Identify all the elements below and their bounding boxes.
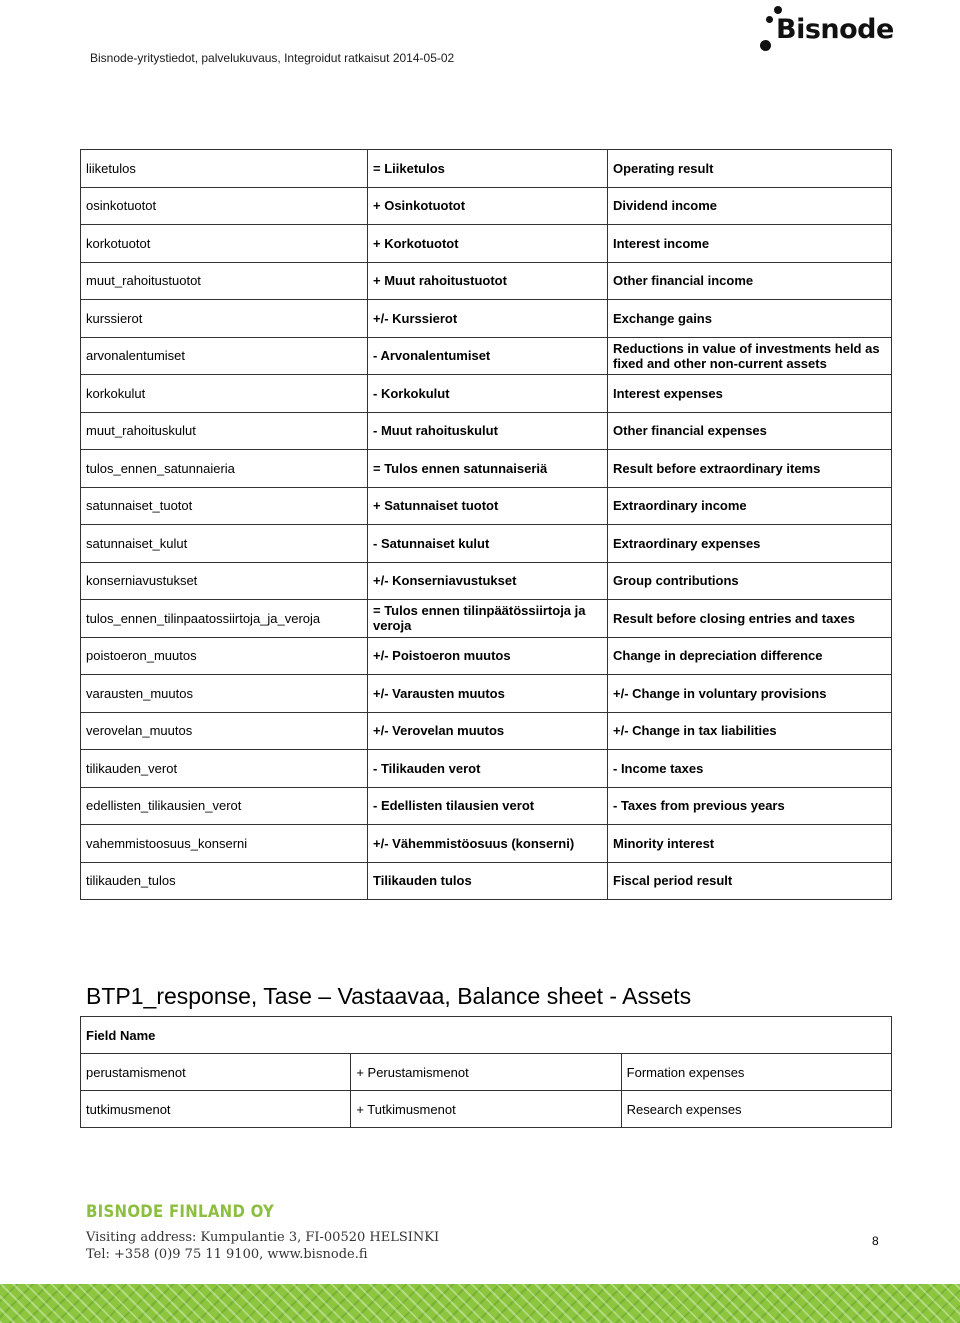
english-label-cell: Other financial income	[608, 262, 892, 300]
document-header-line: Bisnode-yritystiedot, palvelukuvaus, Integroidut ratkaisut 2014-05-02	[90, 51, 455, 65]
table-row	[81, 600, 892, 638]
income-statement-table	[80, 149, 892, 900]
table-row	[81, 750, 892, 788]
english-label-cell: +/- Change in tax liabilities	[608, 712, 892, 750]
english-label-cell: Change in depreciation difference	[608, 637, 892, 675]
finnish-label-cell: + Tutkimusmenot	[351, 1091, 621, 1128]
english-label-cell: Other financial expenses	[608, 412, 892, 450]
field-name-cell: korkotuotot	[81, 225, 368, 263]
field-name-cell: arvonalentumiset	[81, 337, 368, 375]
field-name-cell: tulos_ennen_satunnaieria	[81, 450, 368, 488]
finnish-label-cell: + Muut rahoitustuotot	[368, 262, 608, 300]
field-name-cell: poistoeron_muutos	[81, 637, 368, 675]
table-row	[81, 1091, 892, 1128]
table-row	[81, 225, 892, 263]
table-row	[81, 825, 892, 863]
field-name-cell: satunnaiset_tuotot	[81, 487, 368, 525]
table-row	[81, 262, 892, 300]
english-label-cell: +/- Change in voluntary provisions	[608, 675, 892, 713]
footer-visiting-address: Visiting address: Kumpulantie 3, FI-00520 HELSINKI	[86, 1230, 440, 1245]
table-row	[81, 787, 892, 825]
table-row	[81, 150, 892, 188]
english-label-cell: Extraordinary income	[608, 487, 892, 525]
table-row	[81, 675, 892, 713]
field-name-cell: konserniavustukset	[81, 562, 368, 600]
bisnode-logo	[760, 4, 900, 58]
field-name-cell: varausten_muutos	[81, 675, 368, 713]
footer-contact: Tel: +358 (0)9 75 11 9100, www.bisnode.fi	[86, 1247, 368, 1262]
finnish-label-cell: = Liiketulos	[368, 150, 608, 188]
field-name-cell: muut_rahoitustuotot	[81, 262, 368, 300]
field-name-cell: verovelan_muutos	[81, 712, 368, 750]
english-label-cell: Result before extraordinary items	[608, 450, 892, 488]
finnish-label-cell: - Edellisten tilausien verot	[368, 787, 608, 825]
finnish-label-cell: + Korkotuotot	[368, 225, 608, 263]
footer-company-name: BISNODE FINLAND OY	[86, 1202, 275, 1222]
finnish-label-cell: +/- Vähemmistöosuus (konserni)	[368, 825, 608, 863]
table-row	[81, 637, 892, 675]
table-row	[81, 187, 892, 225]
field-name-cell: vahemmistoosuus_konserni	[81, 825, 368, 863]
english-label-cell: Dividend income	[608, 187, 892, 225]
table-row	[81, 450, 892, 488]
finnish-label-cell: - Tilikauden verot	[368, 750, 608, 788]
english-label-cell: Operating result	[608, 150, 892, 188]
finnish-label-cell: = Tulos ennen satunnaiseriä	[368, 450, 608, 488]
english-label-cell: Minority interest	[608, 825, 892, 863]
finnish-label-cell: = Tulos ennen tilinpäätössiirtoja ja veroja	[368, 600, 608, 638]
section-title: BTP1_response, Tase – Vastaavaa, Balance sheet - Assets	[86, 983, 692, 1009]
finnish-label-cell: - Korkokulut	[368, 375, 608, 413]
table-row	[81, 300, 892, 338]
english-label-cell: Extraordinary expenses	[608, 525, 892, 563]
table-row	[81, 375, 892, 413]
english-label-cell: Formation expenses	[621, 1054, 891, 1091]
english-label-cell: Result before closing entries and taxes	[608, 600, 892, 638]
table-row	[81, 525, 892, 563]
page-number: 8	[872, 1234, 879, 1248]
field-name-cell: kurssierot	[81, 300, 368, 338]
finnish-label-cell: - Satunnaiset kulut	[368, 525, 608, 563]
table-row	[81, 712, 892, 750]
english-label-cell: - Taxes from previous years	[608, 787, 892, 825]
logo-text: Bisnode	[776, 14, 894, 45]
finnish-label-cell: +/- Kurssierot	[368, 300, 608, 338]
finnish-label-cell: Tilikauden tulos	[368, 862, 608, 900]
field-name-header: Field Name	[81, 1017, 892, 1054]
field-name-cell: osinkotuotot	[81, 187, 368, 225]
table-row	[81, 487, 892, 525]
field-name-cell: muut_rahoituskulut	[81, 412, 368, 450]
footer-address-block	[86, 1229, 439, 1263]
english-label-cell: - Income taxes	[608, 750, 892, 788]
english-label-cell: Interest income	[608, 225, 892, 263]
field-name-cell: edellisten_tilikausien_verot	[81, 787, 368, 825]
footer-decorative-bar	[0, 1284, 960, 1323]
field-name-cell: tilikauden_verot	[81, 750, 368, 788]
finnish-label-cell: +/- Poistoeron muutos	[368, 637, 608, 675]
table-row	[81, 412, 892, 450]
english-label-cell: Research expenses	[621, 1091, 891, 1128]
field-name-cell: liiketulos	[81, 150, 368, 188]
finnish-label-cell: - Muut rahoituskulut	[368, 412, 608, 450]
finnish-label-cell: + Osinkotuotot	[368, 187, 608, 225]
table-row	[81, 862, 892, 900]
finnish-label-cell: - Arvonalentumiset	[368, 337, 608, 375]
english-label-cell: Interest expenses	[608, 375, 892, 413]
finnish-label-cell: + Perustamismenot	[351, 1054, 621, 1091]
field-name-cell: perustamismenot	[81, 1054, 351, 1091]
english-label-cell: Fiscal period result	[608, 862, 892, 900]
field-name-cell: tulos_ennen_tilinpaatossiirtoja_ja_veroja	[81, 600, 368, 638]
assets-table	[80, 1016, 892, 1128]
field-name-cell: satunnaiset_kulut	[81, 525, 368, 563]
table-row	[81, 1054, 892, 1091]
field-name-cell: korkokulut	[81, 375, 368, 413]
finnish-label-cell: +/- Verovelan muutos	[368, 712, 608, 750]
english-label-cell: Group contributions	[608, 562, 892, 600]
finnish-label-cell: + Satunnaiset tuotot	[368, 487, 608, 525]
finnish-label-cell: +/- Konserniavustukset	[368, 562, 608, 600]
table-header-row	[81, 1017, 892, 1054]
field-name-cell: tilikauden_tulos	[81, 862, 368, 900]
english-label-cell: Exchange gains	[608, 300, 892, 338]
table-row	[81, 337, 892, 375]
table-row	[81, 562, 892, 600]
finnish-label-cell: +/- Varausten muutos	[368, 675, 608, 713]
english-label-cell: Reductions in value of investments held as fixed and other non-current assets	[608, 337, 892, 375]
field-name-cell: tutkimusmenot	[81, 1091, 351, 1128]
